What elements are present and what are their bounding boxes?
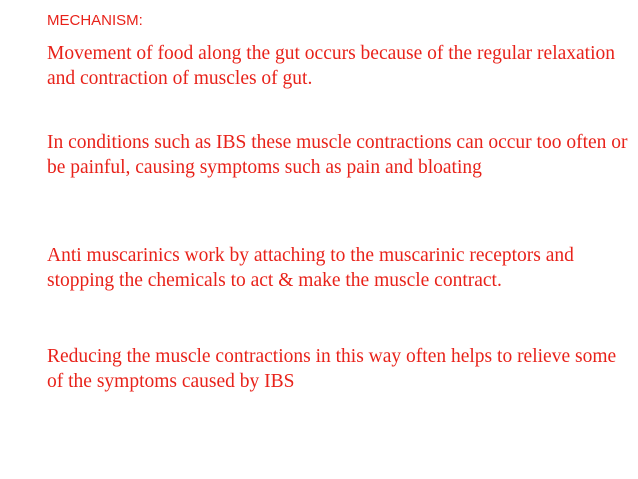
- paragraph-ibs-symptoms: In conditions such as IBS these muscle contractions can occur too often or be painful, causing symptoms such as pain and bloating: [47, 132, 628, 178]
- slide-heading: MECHANISM:: [47, 12, 143, 29]
- paragraph-antimuscarinic-action: Anti muscarinics work by attaching to the muscarinic receptors and stopping the chemicals to act & make the muscle contract.: [47, 245, 574, 291]
- paragraph-food-movement: Movement of food along the gut occurs because of the regular relaxation and contraction of muscles of gut.: [47, 43, 616, 89]
- paragraph-symptom-relief: Reducing the muscle contractions in this way often helps to relieve some of the symptoms caused by IBS: [47, 346, 617, 392]
